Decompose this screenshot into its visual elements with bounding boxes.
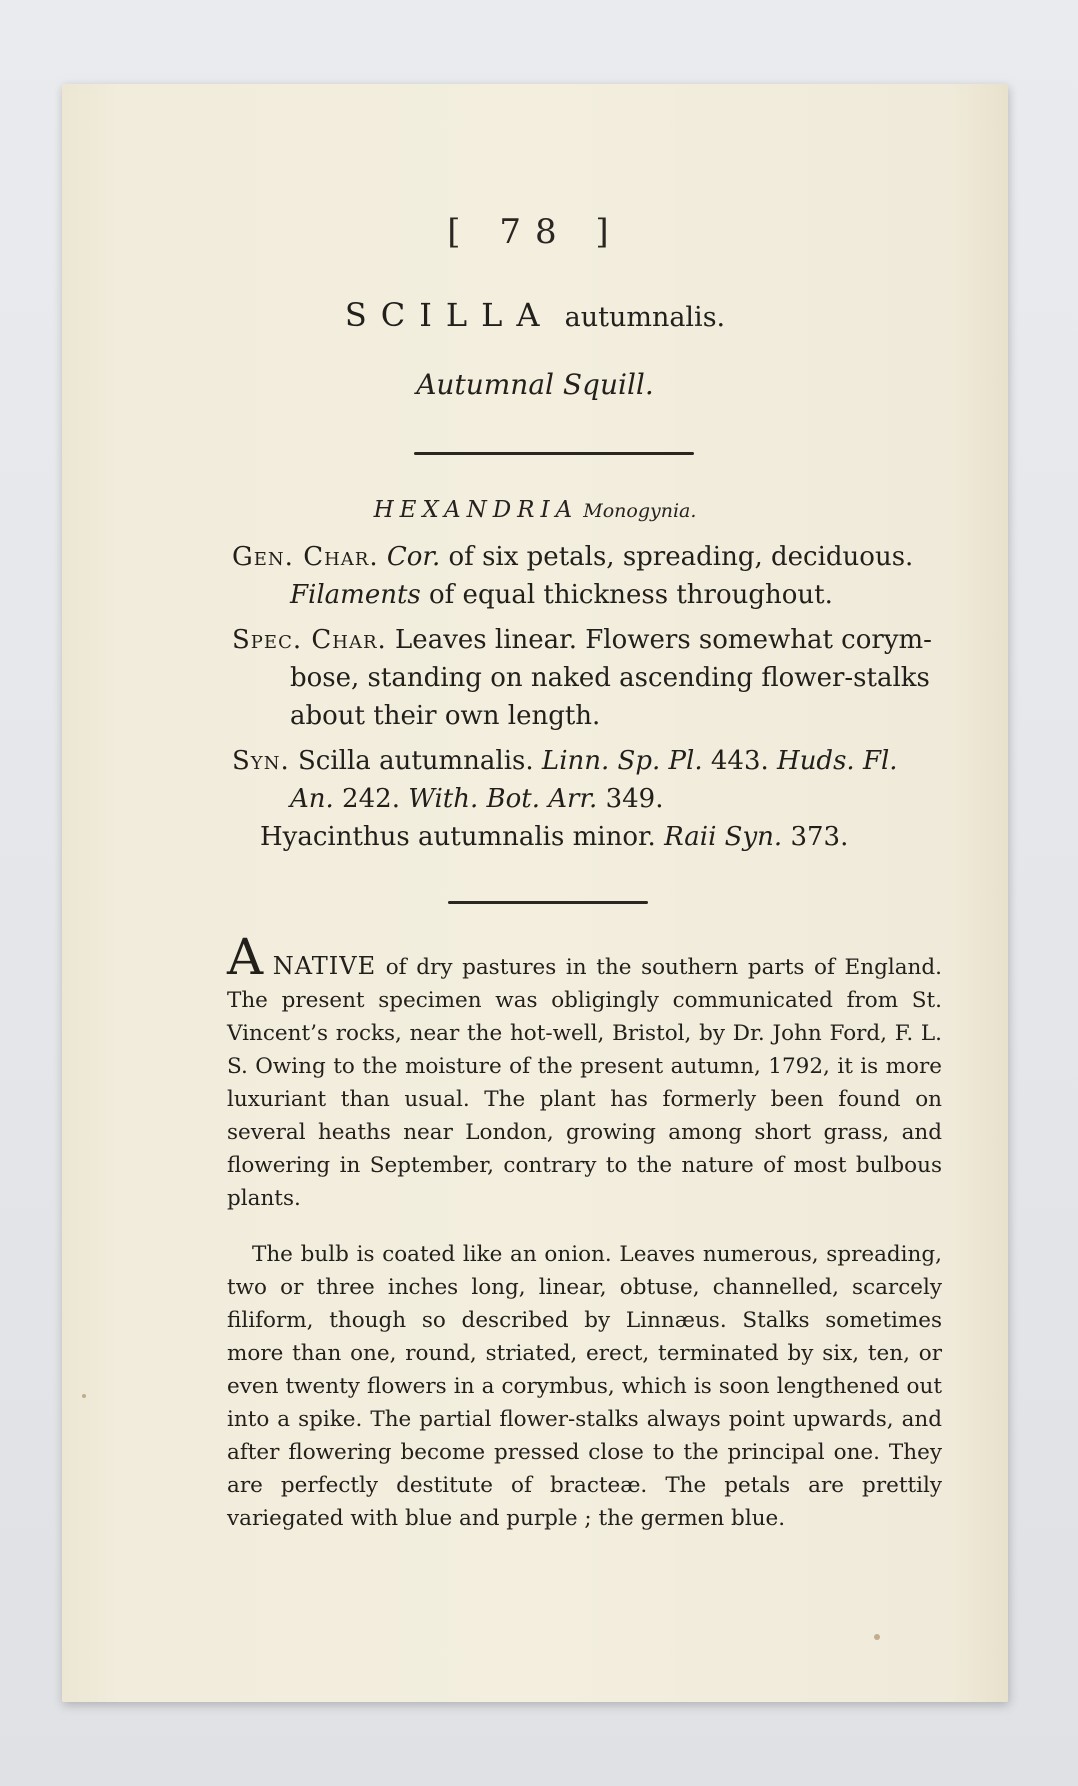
syn-name: Hyacinthus autumnalis minor. [260, 822, 665, 852]
foxing-spot [82, 1394, 86, 1398]
syn-reference: An. [290, 784, 334, 814]
drop-cap: A [227, 928, 264, 986]
syn-reference: Huds. Fl. [777, 746, 898, 776]
genus-name: SCILLA [344, 296, 554, 334]
syn-page: 373. [782, 822, 849, 852]
syn-reference: With. Bot. Arr. [408, 784, 598, 814]
lead-word: NATIVE [272, 952, 377, 980]
spec-char-text: about their own length. [290, 701, 601, 731]
gen-char-text: of six petals, spreading, deciduous. [440, 542, 914, 572]
syn-name: Scilla autumnalis. [289, 746, 542, 776]
description-paragraph [227, 928, 942, 1215]
spec-char-label: Spec. Char. [232, 625, 387, 655]
gen-char-italic: Filaments [290, 580, 421, 610]
syn-reference: Linn. Sp. Pl. [541, 746, 703, 776]
description-paragraph: The bulb is coated like an onion. Leaves numerous, spreading, two or three inches long, linear, obtuse, channelled, scarcely filiform, though so described by Linnæus. Stalks sometimes more than one, round, striated, erect, terminated by six, ten, or even twenty flowers in a corymbus, which is soon lengthened out into a spike. The partial flower-stalks always point upwards, and after flowering become pressed close to the principal one. They are perfectly destitute of bracteæ. The petals are prettily variegated with blue and purple ; the germen blue. [227, 1242, 942, 1531]
spec-char-text: bose, standing on naked ascending flower-stalks [290, 663, 930, 693]
gen-char-text: of equal thickness throughout. [420, 580, 833, 610]
divider-rule [448, 901, 648, 904]
gen-char-italic: Cor. [386, 542, 441, 572]
order-name: Monogynia. [583, 500, 697, 522]
page-number: [ 78 ] [447, 212, 623, 252]
linnaean-classification [62, 497, 1008, 523]
gen-char-label: Gen. Char. [232, 542, 379, 572]
paragraph-text: of dry pastures in the southern parts of England. The present specimen was obligingly communicated from St. Vincent’s rocks, near the hot-well, Bristol, by Dr. John Ford, F. L. S. Owing to the moisture of the present autumn, 1792, it is more luxuriant than usual. The plant has formerly been found on several heaths near London, growing among short grass, and flowering in September, contrary to the nature of most bulbous plants. [227, 955, 942, 1211]
foxing-spot [874, 1634, 880, 1640]
synonymy-second [260, 818, 970, 856]
syn-page: 443. [702, 746, 778, 776]
page-title [62, 296, 1008, 334]
divider-rule [414, 452, 694, 455]
syn-reference: Raii Syn. [664, 822, 783, 852]
common-name: Autumnal Squill. [416, 368, 654, 401]
syn-label: Syn. [232, 746, 290, 776]
page-sheet [62, 84, 1008, 1702]
syn-page: 242. [333, 784, 409, 814]
spec-char-text: Leaves linear. Flowers somewhat corym- [386, 625, 932, 655]
specific-character [232, 621, 942, 735]
class-name: HEXANDRIA [373, 497, 579, 523]
synonymy [232, 742, 942, 818]
species-name: autumnalis. [564, 302, 726, 333]
syn-page: 349. [597, 784, 664, 814]
generic-character [232, 538, 942, 614]
